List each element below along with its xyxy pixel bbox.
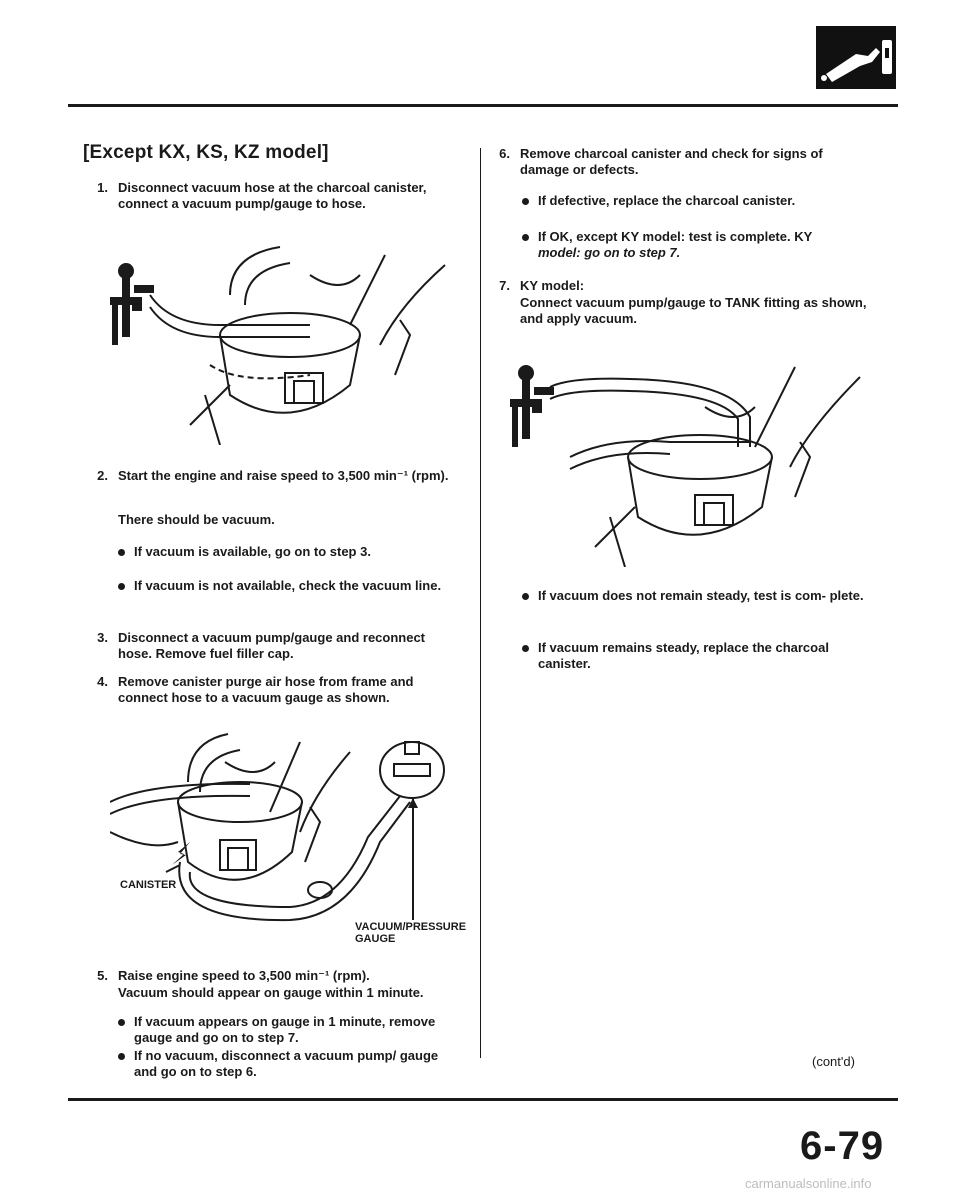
step-number: 5. [97,968,108,983]
step-number: 1. [97,180,108,195]
step-7-line2: Connect vacuum pump/gauge to TANK fitting as shown, and apply vacuum. [520,295,867,326]
bullet-dot [522,234,529,241]
step-number: 6. [499,146,510,161]
step-text: Start the engine and raise speed to 3,500 min⁻¹ (rpm). [118,468,449,483]
gauge-label: VACUUM/PRESSURE GAUGE [355,921,467,945]
bottom-rule [68,1098,898,1101]
column-divider [480,148,481,1058]
section-heading: [Except KX, KS, KZ model] [83,142,329,163]
top-rule [68,104,898,107]
bullet-dot [522,198,529,205]
bullet-text: If vacuum remains steady, replace the charcoal canister. [538,640,829,671]
section-emblem [816,26,896,89]
step-text: Remove charcoal canister and check for signs of damage or defects. [520,146,823,177]
bullet-dot [118,1053,125,1060]
step-5-line2: Vacuum should appear on gauge within 1 minute. [118,985,424,1000]
bullet-text-line2: model: go on to step 7. [538,245,681,260]
step-text-line1: KY model: [520,278,585,293]
bullet-text: If defective, replace the charcoal canister. [538,193,796,208]
step-number: 2. [97,468,108,483]
step-text: Disconnect a vacuum pump/gauge and reconnect hose. Remove fuel filler cap. [118,630,426,661]
bullet-text: If vacuum is not available, check the vacuum line. [134,578,442,593]
canister-pump-diagram [110,235,460,445]
canister-tank-fitting-diagram [510,357,870,567]
step-2-note: There should be vacuum. [118,512,275,527]
bullet-dot [522,593,529,600]
continued-note: (cont'd) [812,1054,855,1069]
step-text-line1: Raise engine speed to 3,500 min⁻¹ (rpm). [118,968,370,983]
step-number: 3. [97,630,108,645]
step-number: 7. [499,278,510,293]
bullet-text: If vacuum is available, go on to step 3. [134,544,371,559]
bullet-text: If vacuum appears on gauge in 1 minute, remove gauge and go on to step 7. [134,1014,436,1045]
footer-watermark: carmanualsonline.info [745,1176,872,1191]
step-number: 4. [97,674,108,689]
fuel-nozzle-icon [816,26,896,89]
page-number: 6-79 [800,1124,885,1168]
canister-label: CANISTER [120,879,177,891]
bullet-dot [118,549,125,556]
step-text: Disconnect vacuum hose at the charcoal canister, connect a vacuum pump/gauge to hose. [118,180,427,211]
bullet-dot [118,583,125,590]
bullet-dot [522,645,529,652]
step-text: Remove canister purge air hose from frame and connect hose to a vacuum gauge as shown. [118,674,414,705]
canister-gauge-diagram [110,722,460,937]
bullet-dot [118,1019,125,1026]
bullet-text-line1: If OK, except KY model: test is complete. KY [538,229,813,244]
bullet-text: If no vacuum, disconnect a vacuum pump/ gauge and go on to step 6. [134,1048,439,1079]
bullet-text: If vacuum does not remain steady, test is com- plete. [538,588,864,603]
